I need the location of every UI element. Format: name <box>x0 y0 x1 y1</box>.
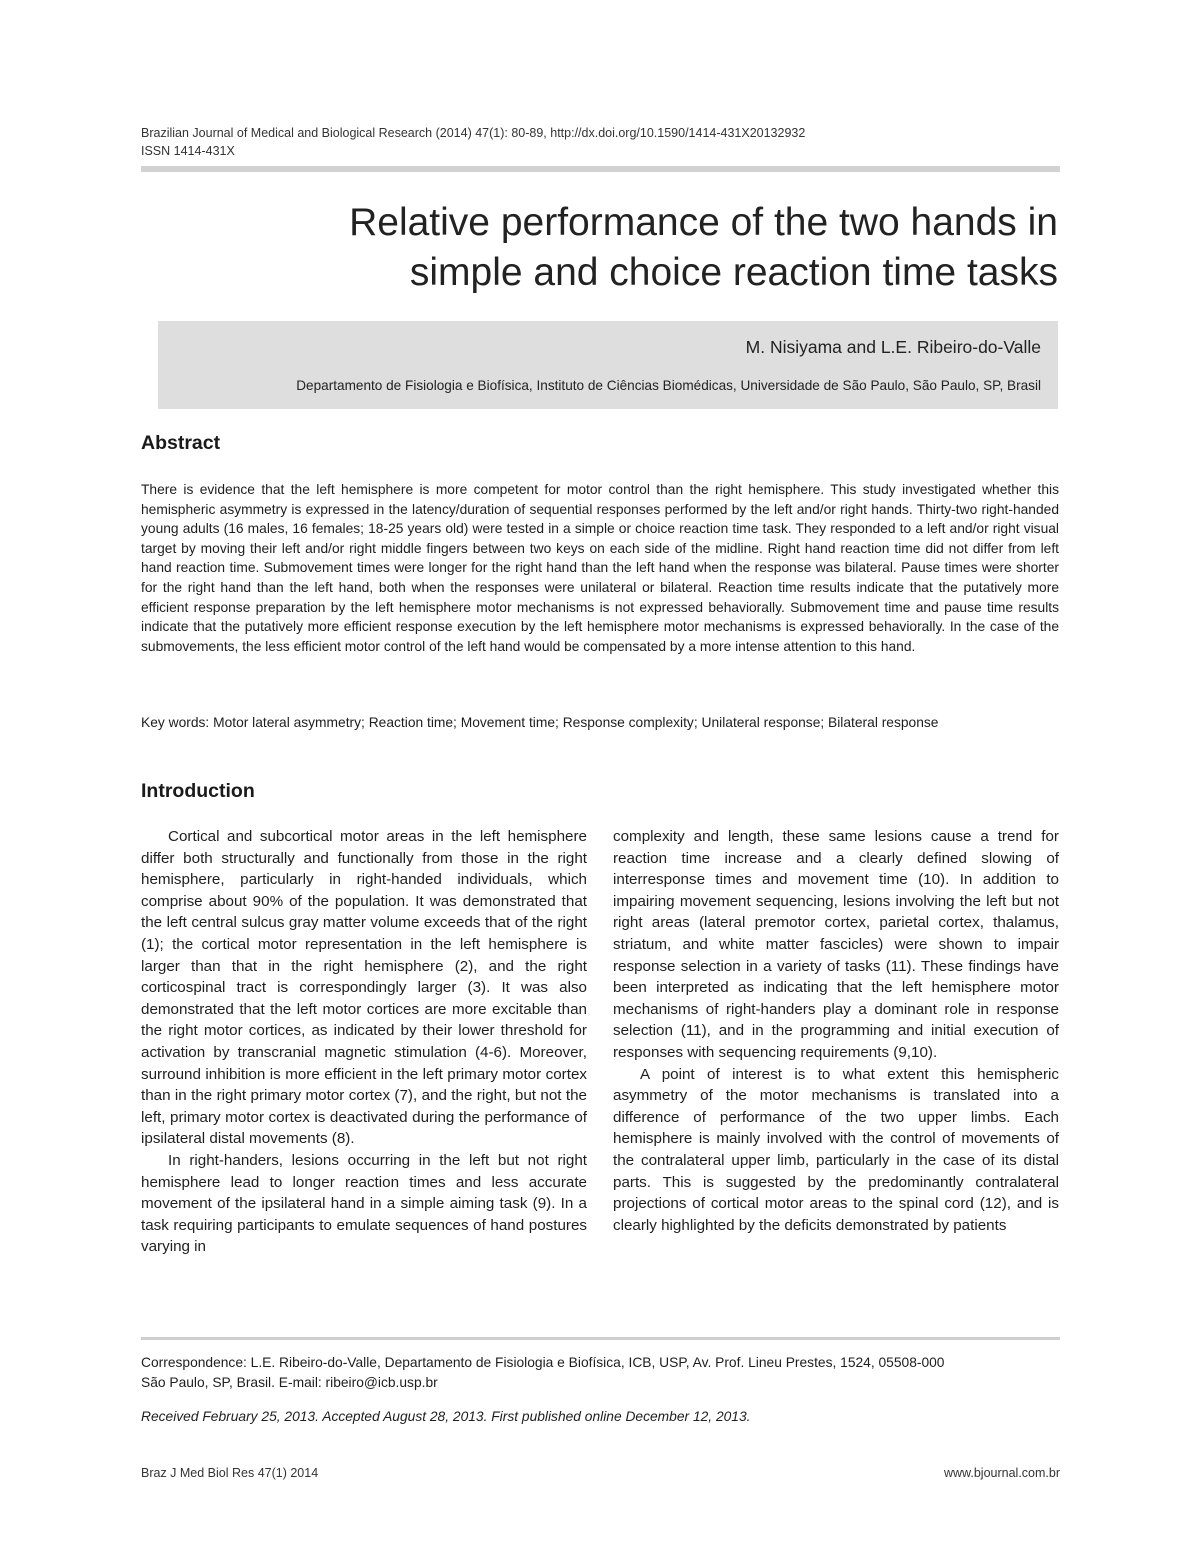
right-column <box>613 826 1059 1236</box>
abstract-heading: Abstract <box>141 432 221 454</box>
header-divider <box>141 166 1060 172</box>
footnote-divider <box>141 1337 1060 1340</box>
affiliation: Departamento de Fisiologia e Biofísica, Instituto de Ciências Biomédicas, Universidade de São Paulo, São Paulo, SP, Brasil <box>296 378 1041 393</box>
intro-paragraph-2-continued: complexity and length, these same lesions cause a trend for reaction time increase and a clearly defined slowing of interresponse times and movement time (10). In addition to impairing movement sequencing, lesions involving the left but not right areas (lateral premotor cortex, parietal cortex, thalamus, striatum, and white matter fascicles) were shown to impair response selection in a variety of tasks (11). These findings have been interpreted as indicating that the left hemisphere motor mechanisms of right-handers play a dominant role in response selection (11), and in the programming and initial execution of responses with sequencing requirements (9,10). <box>613 828 1059 1061</box>
footer-citation: Braz J Med Biol Res 47(1) 2014 <box>141 1466 319 1480</box>
article-title <box>158 198 1058 298</box>
journal-header <box>141 124 1061 160</box>
journal-issn: ISSN 1414-431X <box>141 144 235 158</box>
footer-website: www.bjournal.com.br <box>943 1466 1060 1480</box>
left-column <box>141 826 587 1258</box>
intro-paragraph-3: A point of interest is to what extent this hemispheric asymmetry of the motor mechanisms is translated into a difference of performance of the two upper limbs. Each hemisphere is mainly involved with the control of movements of the contralateral upper limb, particularly in the case of its distal parts. This is suggested by the predominantly contralateral projections of cortical motor areas to the spinal cord (12), and is clearly highlighted by the deficits demonstrated by patients <box>613 1065 1059 1234</box>
keywords: Key words: Motor lateral asymmetry; Reaction time; Movement time; Response complexity; Unilateral response; Bilateral response <box>141 715 939 730</box>
author-box <box>158 321 1058 409</box>
correspondence-line-2: São Paulo, SP, Brasil. E-mail: ribeiro@icb.usp.br <box>141 1374 438 1390</box>
journal-citation: Brazilian Journal of Medical and Biological Research (2014) 47(1): 80-89, http://dx.doi.org/10.1590/1414-431X20132932 <box>141 126 806 140</box>
intro-paragraph-2: In right-handers, lesions occurring in the left but not right hemisphere lead to longer reaction times and less accurate movement of the ipsilateral hand in a simple aiming task (9). In a task requiring participants to emulate sequences of hand postures varying in <box>141 1151 587 1256</box>
introduction-heading: Introduction <box>141 780 255 802</box>
intro-paragraph-1: Cortical and subcortical motor areas in the left hemisphere differ both structurally and functionally from those in the right hemisphere, particularly in right-handed individuals, which comprise about 90% of the population. It was demonstrated that the left central sulcus gray matter volume exceeds that of the right (1); the cortical motor representation in the left hemisphere is larger than that in the right hemisphere (2), and the right corticospinal tract is correspondingly larger (3). It was also demonstrated that the left motor cortices are more excitable than the right motor cortices, as indicated by their lower threshold for activation by transcranial magnetic stimulation (4-6). Moreover, surround inhibition is more efficient in the left primary motor cortex than in the right primary motor cortex (7), and the right, but not the left, primary motor cortex is deactivated during the performance of ipsilateral distal movements (8). <box>141 828 587 1148</box>
authors: M. Nisiyama and L.E. Ribeiro-do-Valle <box>745 337 1041 357</box>
received-dates: Received February 25, 2013. Accepted August 28, 2013. First published online December 12, 2013. <box>141 1409 751 1424</box>
title-line-2: simple and choice reaction time tasks <box>409 251 1058 294</box>
abstract-text: There is evidence that the left hemisphere is more competent for motor control than the right hemisphere. This study investigated whether this hemispheric asymmetry is expressed in the latency/duration of sequential responses performed by the left and/or right hands. Thirty-two right-handed young adults (16 males, 16 females; 18-25 years old) were tested in a simple or choice reaction time task. They responded to a left and/or right visual target by moving their left and/or right middle fingers between two keys on each side of the midline. Right hand reaction time did not differ from left hand reaction time. Submovement times were longer for the right hand than the left hand when the response was bilateral. Pause times were shorter for the right hand than the left hand, both when the responses were unilateral or bilateral. Reaction time results indicate that the putatively more efficient response preparation by the left hemisphere motor mechanisms is not expressed behaviorally. Submovement time and pause time results indicate that the putatively more efficient response execution by the left hemisphere motor mechanisms is expressed behaviorally. In the case of the submovements, the less efficient motor control of the left hand would be compensated by a more intense attention to this hand. <box>141 482 1059 654</box>
correspondence <box>141 1353 1061 1392</box>
correspondence-line-1: Correspondence: L.E. Ribeiro-do-Valle, Departamento de Fisiologia e Biofísica, ICB, USP, Av. Prof. Lineu Prestes, 1524, 05508-000 <box>141 1355 945 1370</box>
title-line-1: Relative performance of the two hands in <box>349 201 1058 244</box>
